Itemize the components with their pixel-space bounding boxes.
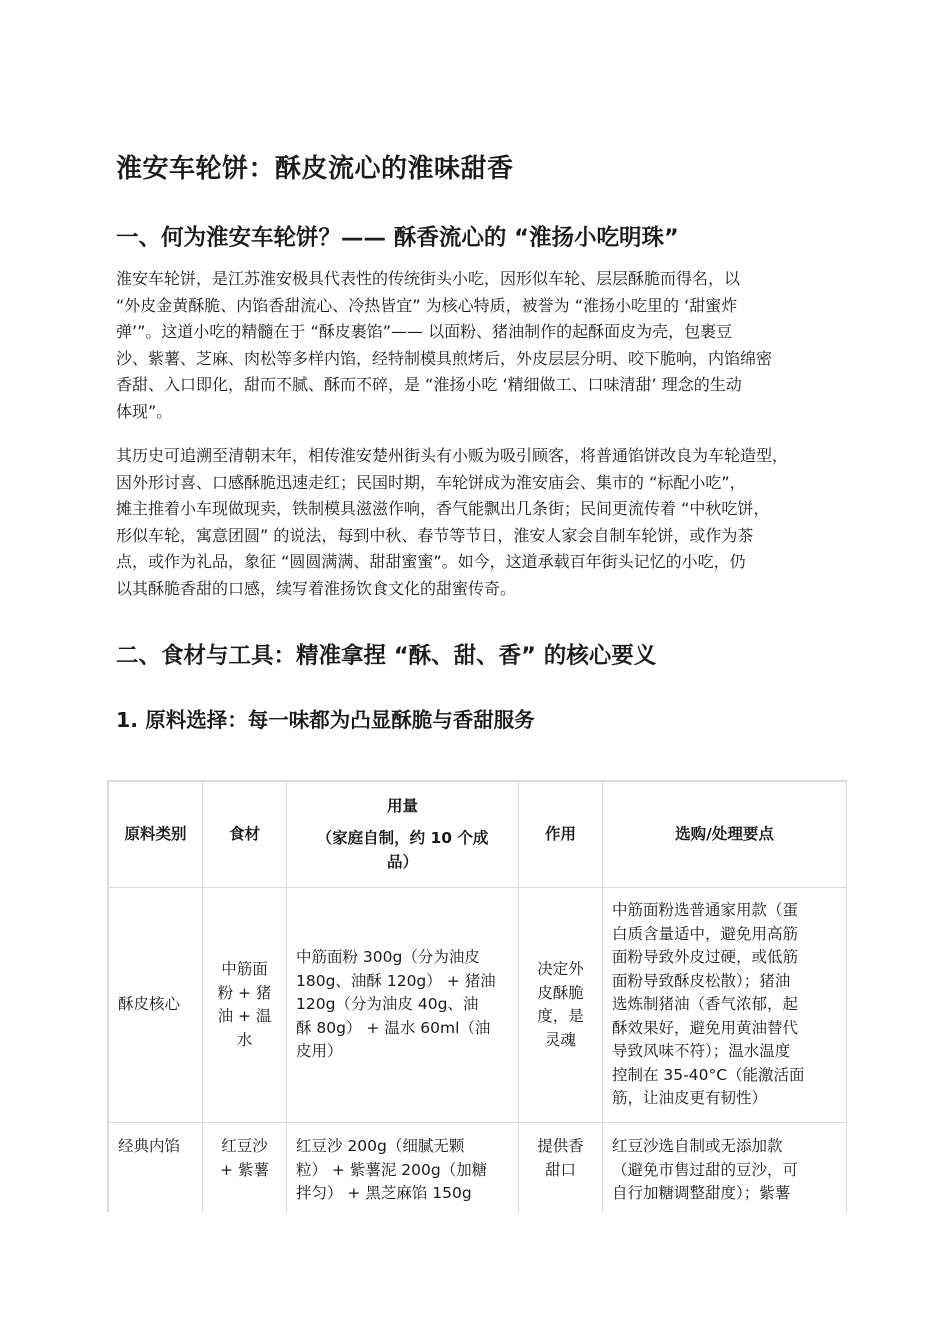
- paragraph-history: [116, 443, 846, 602]
- cell-line: 中筋面粉选普通家用款（蛋: [612, 901, 799, 920]
- cell-line: 灵魂: [544, 1030, 576, 1049]
- subsection-heading: 1. 原料选择：每一味都为凸显酥脆与香甜服务: [116, 708, 535, 732]
- header-tips: 选购/处理要点: [603, 782, 847, 888]
- cell-line: 拌匀） + 黑芝麻馅 150g: [296, 1184, 472, 1202]
- cell-line: + 紫薯: [220, 1160, 269, 1179]
- cell-line: 甜口: [544, 1160, 576, 1179]
- cell-line: 红豆沙: [221, 1137, 268, 1155]
- cell-function: [519, 888, 603, 1123]
- paragraph-line: 香甜、入口即化，甜而不腻、酥而不碎，是 “淮扬小吃 ‘精细做工、口味清甜’ 理念的生动: [116, 375, 742, 394]
- cell-line: 180g、油酥 120g） + 猪油: [296, 971, 496, 990]
- page-title: 淮安车轮饼：酥皮流心的淮味甜香: [116, 154, 514, 184]
- cell-tips: [603, 888, 847, 1123]
- cell-line: 决定外: [537, 960, 584, 978]
- cell-line: 酥皮核心: [118, 995, 181, 1014]
- cell-tips: [603, 1123, 847, 1213]
- cell-line: 皮用）: [296, 1042, 343, 1061]
- cell-line: 红豆沙 200g（细腻无颗: [296, 1137, 465, 1155]
- paragraph-line: 以其酥脆香甜的口感，续写着淮扬饮食文化的甜蜜传奇。: [116, 578, 517, 598]
- ingredients-table: [107, 780, 847, 1212]
- cell-line: 面粉导致外皮过硬，或低筋: [612, 948, 799, 967]
- cell-line: 提供香: [537, 1137, 584, 1155]
- cell-amount: [287, 1123, 519, 1213]
- cell-ingredient: [203, 888, 287, 1123]
- section-heading-1: 一、何为淮安车轮饼？—— 酥香流心的 “淮扬小吃明珠”: [116, 225, 679, 251]
- table-header-row: [109, 782, 847, 888]
- cell-line: 面粉导致酥皮松散）；猪油: [612, 971, 791, 990]
- paragraph-line: 摊主推着小车现做现卖，铁制模具滋滋作响，香气能飘出几条街；民间更流传着 “中秋吃饼，: [116, 499, 770, 518]
- cell-category: [109, 1123, 203, 1213]
- paragraph-line: 因外形讨喜、口感酥脆迅速走红；民国时期，车轮饼成为淮安庙会、集市的 “标配小吃”，: [116, 472, 746, 492]
- cell-line: 选炼制猪油（香气浓郁，起: [612, 995, 799, 1014]
- cell-line: 控制在 35-40°C（能激活面: [612, 1065, 805, 1084]
- cell-line: 水: [236, 1030, 253, 1049]
- table-row: [109, 888, 847, 1123]
- paragraph-line: 形似车轮，寓意团圆” 的说法，每到中秋、春节等节日，淮安人家会自制车轮饼，或作为茶: [116, 525, 754, 545]
- paragraph-line: 淮安车轮饼，是江苏淮安极具代表性的传统街头小吃，因形似车轮、层层酥脆而得名，以: [116, 269, 741, 288]
- cell-ingredient: [203, 1123, 287, 1213]
- cell-amount: [287, 888, 519, 1123]
- cell-line: 红豆沙选自制或无添加款: [612, 1137, 783, 1155]
- paragraph-line: 点，或作为礼品，象征 “圆圆满满、甜甜蜜蜜”。如今，这道承载百年街头记忆的小吃，仍: [116, 552, 746, 571]
- cell-line: 度，是: [537, 1007, 584, 1025]
- cell-line: 筋，让油皮更有韧性）: [612, 1089, 768, 1108]
- header-amount-line: 品）: [386, 852, 418, 871]
- header-amount-line: （家庭自制，约 10 个成: [316, 829, 489, 848]
- cell-function: [519, 1123, 603, 1213]
- table-row: [109, 1123, 847, 1213]
- cell-line: 白质含量适中，避免用高筋: [612, 924, 799, 943]
- cell-line: 中筋面: [221, 960, 268, 978]
- header-function: 作用: [519, 782, 603, 888]
- cell-line: 自行加糖调整甜度）；紫薯: [612, 1184, 791, 1202]
- cell-line: 中筋面粉 300g（分为油皮: [296, 948, 480, 967]
- paragraph-line: 体现”。: [116, 401, 173, 421]
- cell-line: 粒） + 紫薯泥 200g（加糖: [296, 1160, 488, 1179]
- cell-line: 油 + 温: [217, 1007, 272, 1025]
- cell-line: 酥 80g） + 温水 60ml（油: [296, 1018, 491, 1037]
- paragraph-line: “外皮金黄酥脆、内馅香甜流心、冷热皆宜” 为核心特质，被誉为 “淮扬小吃里的 ‘甜蜜炸: [116, 295, 738, 315]
- cell-line: 皮酥脆: [537, 983, 584, 1002]
- cell-line: 120g（分为油皮 40g、油: [296, 995, 479, 1014]
- header-ingredient: 食材: [203, 782, 287, 888]
- cell-line: 酥效果好，避免用黄油替代: [612, 1018, 799, 1037]
- section-heading-2: 二、食材与工具：精准拿捏 “酥、甜、香” 的核心要义: [116, 643, 657, 669]
- cell-line: （避免市售过甜的豆沙，可: [612, 1160, 799, 1179]
- cell-line: 导致风味不符）；温水温度: [612, 1042, 791, 1061]
- header-category: 原料类别: [109, 782, 203, 888]
- paragraph-line: 沙、紫薯、芝麻、肉松等多样内馅，经特制模具煎烤后，外皮层层分明、咬下脆响，内馅绵密: [116, 348, 773, 368]
- cell-line: 粉 + 猪: [217, 983, 272, 1002]
- header-amount-line: 用量: [386, 796, 418, 815]
- cell-line: 经典内馅: [118, 1137, 181, 1155]
- paragraph-intro: [116, 266, 846, 425]
- paragraph-line: 弹’”。这道小吃的精髓在于 “酥皮裹馅”—— 以面粉、猪油制作的起酥面皮为壳，包裹豆: [116, 322, 733, 341]
- header-amount: [287, 782, 519, 888]
- cell-category: [109, 888, 203, 1123]
- paragraph-line: 其历史可追溯至清朝末年，相传淮安楚州街头有小贩为吸引顾客，将普通馅饼改良为车轮造型，: [116, 446, 789, 465]
